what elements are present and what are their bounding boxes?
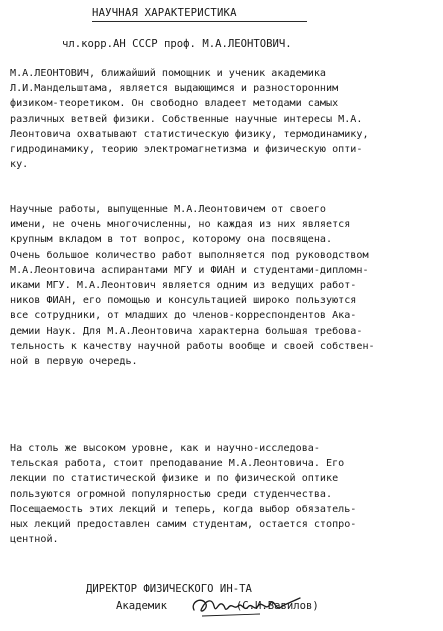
handwritten-signature [188, 590, 308, 622]
paragraph-2: Научные работы, выпущенные М.А.Леонтовичем от своего имени, не очень многочисленны, но каждая из них является крупным вкладом в тот вопрос, которому она посвящена. Очень большое количество работ выполняется под руководством М.А.Леонтовича аспирантами МГУ и ФИАН и студентами-дипломн- иками МГУ. М.А.Леонтович является одним из ведущих работ- ников ФИАН, его помощью и консультацией широко пользуются все сотрудники, от младших до членов-корреспондентов Ака- демии Наук. Для М.А.Леонтовича характерна большая требова- тельность к качеству научной работы вообще и своей собствен- ной в первую очередь. [10, 204, 375, 368]
signatory-rank: Академик [116, 600, 168, 612]
document-subject: чл.корр.АН СССР проф. М.А.ЛЕОНТОВИЧ. [62, 38, 292, 50]
document-title: НАУЧНАЯ ХАРАКТЕРИСТИКА [92, 7, 237, 19]
signature-title: ДИРЕКТОР ФИЗИЧЕСКОГО ИН-ТА [86, 583, 252, 595]
paragraph-3: На столь же высоком уровне, как и научно-исследова- тельская работа, стоит преподавание М.А.Леонтовича. Его лекции по статистической физике и по физической оптике пользуются огромной популярностью среди студенчества. Посещаемость этих лекций и теперь, когда выбор обязатель- ных лекций предоставлен самим студентам, остается стопро- центной. [10, 443, 357, 546]
signatory-name: (С.И.Вавилов) [235, 600, 319, 612]
paragraph-1: М.А.ЛЕОНТОВИЧ, ближайший помощник и ученик академика Л.И.Мандельштама, является выдающимся и разносторонним физиком-теоретиком. Он свободно владеет методами самых различных ветвей физики. Собственные научные интересы М.А. Леонтовича охватывают статистическую физику, термодинамику, гидродинамику, теорию электромагнетизма и физическую опти- ку. [10, 68, 369, 171]
title-underline [92, 21, 307, 22]
